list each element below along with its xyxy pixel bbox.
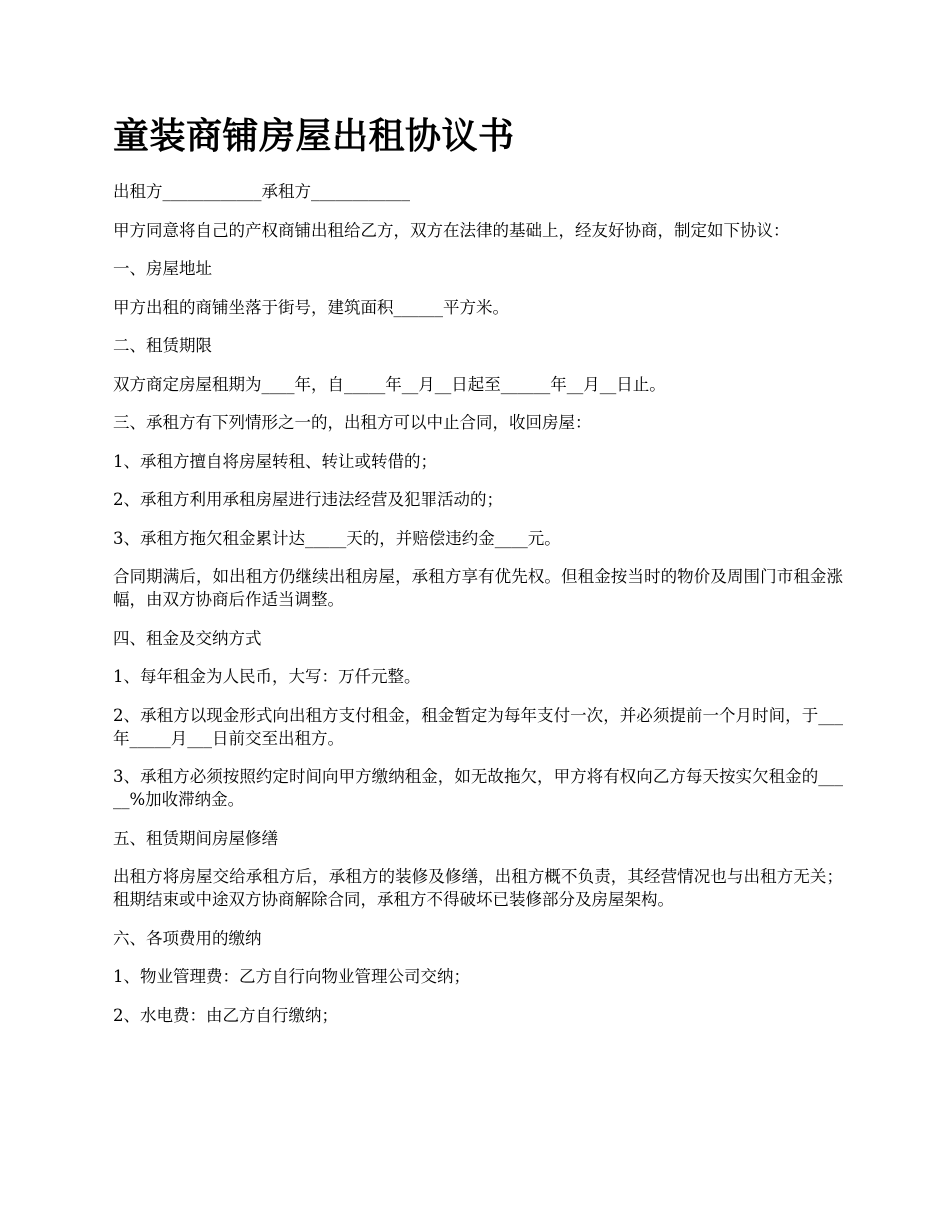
party-line: 出租方____________承租方____________ <box>113 182 410 201</box>
repair-paragraph: 出租方将房屋交给承租方后，承租方的装修及修缮，出租方概不负责，其经营情况也与出租方无关；租期结束或中途双方协商解除合同，承租方不得破坏已装修部分及房屋架构。 <box>113 867 843 909</box>
intro-paragraph: 甲方同意将自己的产权商铺出租给乙方，双方在法律的基础上，经友好协商，制定如下协议： <box>113 220 790 240</box>
termination-item-3: 3、承租方拖欠租金累计达_____天的，并赔偿违约金____元。 <box>113 528 561 548</box>
rent-item-1: 1、每年租金为人民币，大写：万仟元整。 <box>113 667 421 686</box>
rent-item-3: 3、承租方必须按照约定时间向甲方缴纳租金，如无故拖欠，甲方将有权向乙方每天按实欠租金的_____%加收滞纳金。 <box>113 767 843 809</box>
address-paragraph: 甲方出租的商铺坐落于街号，建筑面积______平方米。 <box>113 297 509 317</box>
section-heading-term: 二、租赁期限 <box>113 336 212 355</box>
section-heading-fees: 六、各项费用的缴纳 <box>113 928 262 948</box>
section-heading-address: 一、房屋地址 <box>113 259 212 278</box>
section-heading-rent: 四、租金及交纳方式 <box>113 628 262 648</box>
rent-item-2: 2、承租方以现金形式向出租方支付租金，租金暂定为每年支付一次，并必须提前一个月时间，于___年_____月___日前交至出租方。 <box>113 705 843 748</box>
fees-item-2: 2、水电费：由乙方自行缴纳； <box>113 1005 338 1025</box>
termination-item-1: 1、承租方擅自将房屋转租、转让或转借的； <box>113 451 437 471</box>
term-paragraph: 双方商定房屋租期为____年，自_____年__月__日起至______年__月__日止。 <box>113 374 666 394</box>
section-heading-repair: 五、租赁期间房屋修缮 <box>113 828 278 848</box>
document-body <box>113 180 843 1042</box>
section-heading-termination: 三、承租方有下列情形之一的，出租方可以中止合同，收回房屋： <box>113 413 592 432</box>
fees-item-1: 1、物业管理费：乙方自行向物业管理公司交纳； <box>113 967 470 986</box>
termination-item-2: 2、承租方利用承租房屋进行违法经营及犯罪活动的； <box>113 490 503 509</box>
document-title: 童装商铺房屋出租协议书 <box>113 115 515 157</box>
renewal-paragraph: 合同期满后，如出租方仍继续出租房屋，承租方享有优先权。但租金按当时的物价及周围门市租金涨幅，由双方协商后作适当调整。 <box>113 567 843 609</box>
